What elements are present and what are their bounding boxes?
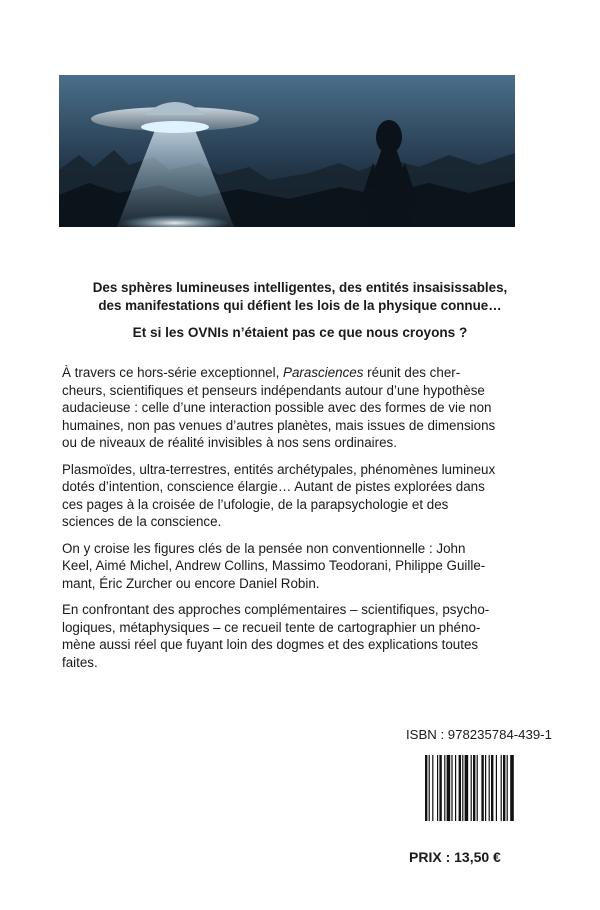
magazine-title: Parasciences (283, 365, 364, 380)
barcode-bar (465, 755, 469, 821)
barcode-bar (473, 755, 475, 821)
paragraph-4 (62, 601, 542, 671)
isbn-label: ISBN : 978235784-439-1 (406, 727, 552, 742)
p3-line: On y croise les figures clés de la pensée non conventionnelle : John (62, 540, 466, 556)
paragraph-3 (62, 540, 542, 593)
barcode-bar (437, 755, 438, 821)
barcode-bar (462, 755, 463, 821)
barcode-bar (432, 755, 433, 821)
barcode-bar (425, 755, 427, 821)
barcode-bar (459, 755, 461, 821)
barcode-bar (481, 755, 483, 821)
barcode-bar (451, 755, 452, 821)
barcode-bar (491, 755, 493, 821)
p4-line: faites. (62, 654, 98, 670)
barcode-bar (471, 755, 472, 821)
barcode-bar (501, 755, 502, 821)
p1-line: humaines, non pas venues d’autres planètes, mais issues de dimensions (62, 417, 496, 433)
p2-line: sciences de la conscience. (62, 514, 222, 529)
p4-line: logiques, métaphysiques – ce recueil tente de cartographier un phéno- (62, 619, 481, 635)
barcode-bar (489, 755, 490, 821)
p3-line: Keel, Aimé Michel, Andrew Collins, Massimo Teodorani, Philippe Guille- (62, 558, 486, 573)
p1-before: À travers ce hors-série exceptionnel, (62, 365, 284, 380)
price-label: PRIX : 13,50 € (409, 849, 501, 865)
barcode-bar (429, 755, 430, 821)
barcode-bar (444, 755, 445, 821)
p4-line: mène aussi réel que fuyant loin des dogmes et des explications toutes (62, 637, 479, 652)
p3-line: mant, Éric Zurcher ou encore Daniel Robin. (62, 575, 320, 591)
p1-after: réunit des cher- (363, 365, 461, 380)
intro-block (62, 279, 538, 342)
intro-line-2: des manifestations qui défient les lois de la physique connue… (98, 297, 502, 313)
p2-line: ces pages à la croisée de l’ufologie, de la parapsychologie et des (62, 496, 449, 512)
barcode-bar (439, 755, 441, 821)
barcode-bar (507, 755, 508, 821)
back-cover-text (62, 364, 542, 680)
p1-line: audacieuse : celle d’une interaction possible avec des formes de vie non (62, 400, 492, 415)
barcode-bar (496, 755, 497, 821)
barcode-bar (485, 755, 486, 821)
p1-line: cheurs, scientifiques et penseurs indépendants autour d’une hypothèse (62, 382, 485, 398)
barcode-graphic (424, 755, 541, 821)
ufo-illustration (59, 75, 515, 227)
barcode (424, 755, 541, 821)
paragraph-1 (62, 364, 542, 452)
barcode-bar (503, 755, 505, 821)
p1-line: ou de niveaux de réalité invisibles à nos sens ordinaires. (62, 435, 397, 450)
intro-hook: Et si les OVNIs n’étaient pas ce que nous croyons ? (132, 325, 468, 340)
barcode-bar (455, 755, 456, 821)
intro-line-1: Des sphères lumineuses intelligentes, des entités insaisissables, (92, 280, 508, 295)
p4-line: En confrontant des approches complémentaires – scientifiques, psycho- (62, 602, 490, 617)
paragraph-2 (62, 461, 542, 531)
barcode-bar (510, 755, 514, 821)
barcode-bar (477, 755, 478, 821)
barcode-bar (447, 755, 451, 821)
p2-line: dotés d’intention, conscience élargie… Autant de pistes explorées dans (62, 479, 485, 494)
cover-image-ufo-alien (59, 75, 515, 227)
p2-line: Plasmoïdes, ultra-terrestres, entités archétypales, phénomènes lumineux (62, 461, 496, 477)
